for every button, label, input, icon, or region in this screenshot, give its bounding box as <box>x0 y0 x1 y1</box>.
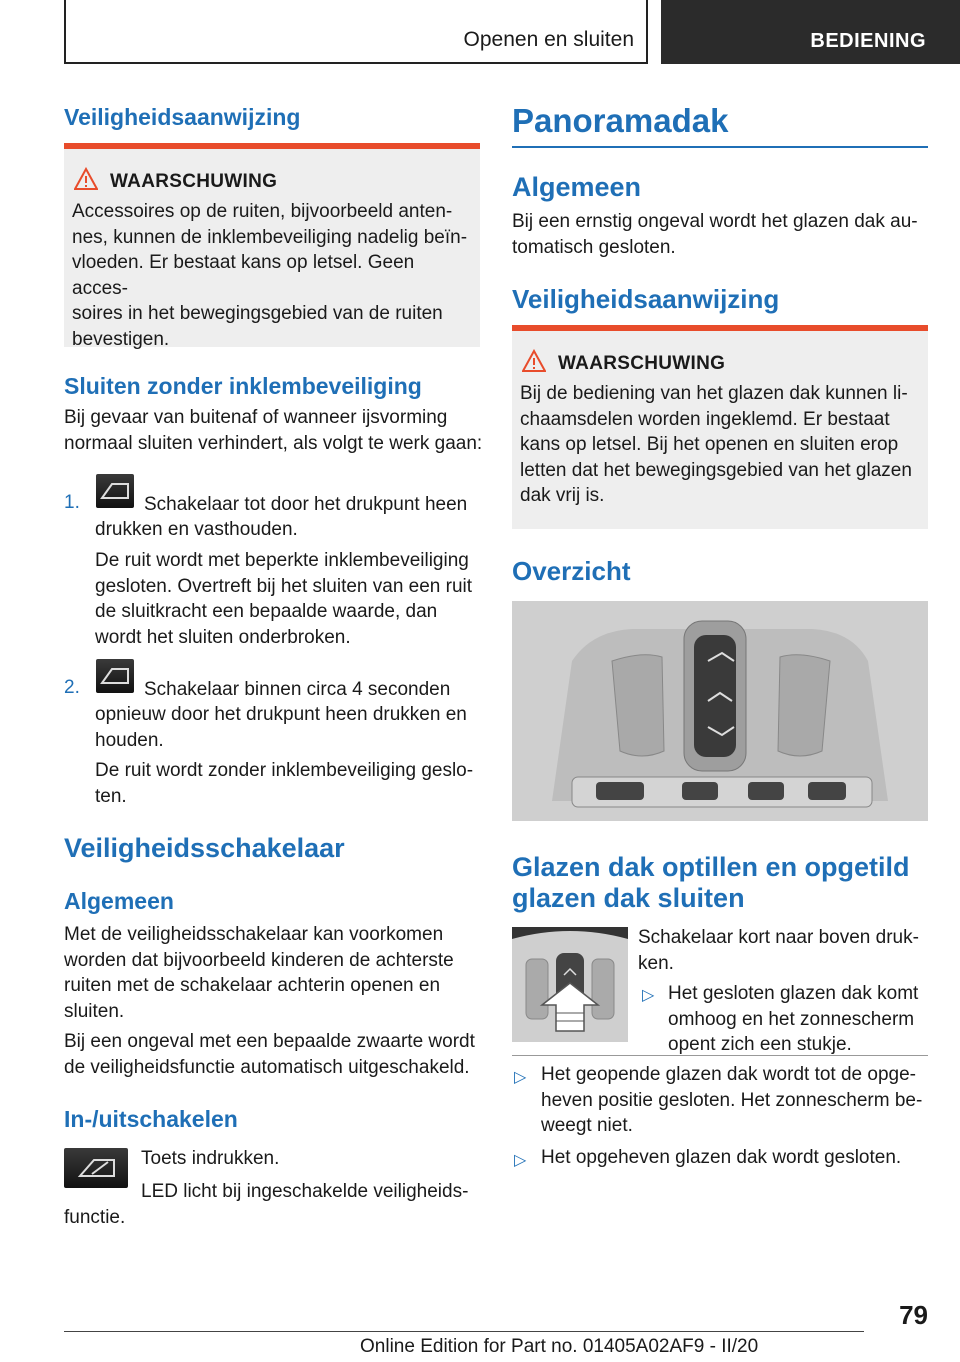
window-switch-icon <box>96 659 134 693</box>
bullet-icon: ▷ <box>642 987 655 1004</box>
general-heading-left: Algemeen <box>64 888 174 914</box>
safety-heading-left: Veiligheidsaanwijzing <box>64 104 301 130</box>
lift-text: Schakelaar kort naar boven druk- ken. <box>638 927 919 974</box>
divider <box>512 1055 928 1056</box>
step-result: De ruit wordt met beperkte inklembeveiliging gesloten. Overtreft bij het sluiten van een ruit de sluitkracht een bepaalde waarde, dan wordt het sluiten onderbroken. <box>95 550 473 648</box>
warning-box-1 <box>64 143 480 350</box>
step-number: 1. <box>64 492 80 513</box>
safety-switch-icon <box>64 1148 128 1188</box>
bullet-text: Het gesloten glazen dak komt omhoog en het zonnescherm opent zich een stukje. <box>668 983 919 1055</box>
bullet-text: Het opgeheven glazen dak wordt gesloten. <box>541 1147 902 1168</box>
onoff-heading: In-/uitschakelen <box>64 1106 238 1132</box>
page-number: 79 <box>899 1300 928 1330</box>
step-result: De ruit wordt zonder inklembeveiliging geslo- ten. <box>95 760 474 807</box>
warning-title: WAARSCHUWING <box>110 171 278 192</box>
chapter-tab <box>661 0 960 64</box>
step-text: opnieuw door het drukpunt heen drukken en houden. <box>95 704 467 751</box>
roof-console-photo <box>512 601 928 821</box>
bullet-icon: ▷ <box>514 1152 527 1169</box>
step-text: drukken en vasthouden. <box>95 519 298 540</box>
onoff-text: LED licht bij ingeschakelde veiligheids- <box>141 1181 469 1202</box>
footer-rule <box>64 1331 864 1332</box>
step-text: Schakelaar tot door het drukpunt heen <box>144 494 468 515</box>
roof-switch-photo <box>512 927 628 1042</box>
warning-text: Accessoires op de ruiten, bijvoorbeeld anten- nes, kunnen de inklembeveiliging nadelig beïn- vloeden. Er bestaat kans op letsel. Geen acces- soires in het bewegingsgebied van de ruiten bevestigen. <box>72 201 468 350</box>
general-text-right: Bij een ernstig ongeval wordt het glazen dak au- tomatisch gesloten. <box>512 211 918 258</box>
window-switch-icon <box>96 474 134 508</box>
warning-text: Bij de bediening van het glazen dak kunnen li- chaamsdelen worden ingeklemd. Er bestaat kans op letsel. Bij het openen en sluiten erop letten dat het bewegingsgebied van het glazen dak vrij is. <box>520 383 912 506</box>
edition-text: Online Edition for Part no. 01405A02AF9 - II/20 <box>360 1336 759 1357</box>
title-rule <box>512 146 928 148</box>
warning-title: WAARSCHUWING <box>558 353 726 374</box>
warning-box-2 <box>512 325 928 529</box>
lift-heading: Glazen dak optillen en opgetild glazen dak sluiten <box>512 852 910 913</box>
safety-heading-right: Veiligheidsaanwijzing <box>512 284 780 314</box>
onoff-text: functie. <box>64 1207 126 1228</box>
warning-triangle-icon <box>522 349 546 373</box>
close-heading: Sluiten zonder inklembeveiliging <box>64 373 422 399</box>
onoff-text: Toets indrukken. <box>141 1148 280 1169</box>
warning-triangle-icon <box>74 167 98 191</box>
step-number: 2. <box>64 677 80 698</box>
section-title: Openen en sluiten <box>463 28 634 51</box>
general-text-left-2: Bij een ongeval met een bepaalde zwaarte wordt de veiligheidsfunctie automatisch uitgeschakeld. <box>64 1031 475 1078</box>
switch-heading: Veiligheidsschakelaar <box>64 833 345 863</box>
close-intro: Bij gevaar van buitenaf of wanneer ijsvorming normaal sluiten verhindert, als volgt te werk gaan: <box>64 407 483 454</box>
step-text: Schakelaar binnen circa 4 seconden <box>144 679 451 700</box>
general-text-left: Met de veiligheidsschakelaar kan voorkomen worden dat bijvoorbeeld kinderen de achterste ruiten met de schakelaar achterin openen en sluiten. <box>64 924 454 1022</box>
overview-heading: Overzicht <box>512 556 631 586</box>
panoramadak-title: Panoramadak <box>512 102 729 139</box>
bullet-icon: ▷ <box>514 1069 527 1086</box>
general-heading-right: Algemeen <box>512 172 642 202</box>
header-left-frame <box>64 0 648 64</box>
bullet-text: Het geopende glazen dak wordt tot de opge- heven positie gesloten. Het zonnescherm be- weegt niet. <box>541 1064 923 1136</box>
chapter-title: BEDIENING <box>810 30 926 52</box>
